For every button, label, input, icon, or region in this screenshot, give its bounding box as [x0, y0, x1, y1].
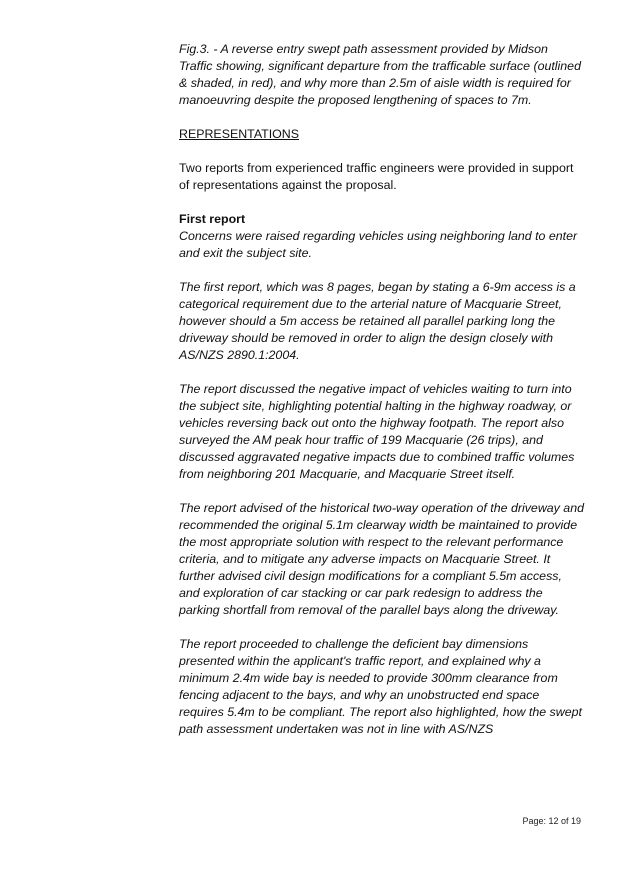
report-paragraph: Concerns were raised regarding vehicles using neighboring land to enter and exit the subject site. [179, 229, 578, 260]
report-paragraph: The report discussed the negative impact of vehicles waiting to turn into the subject site, highlighting potential halting in the highway roadway, or vehicles reversing back out onto the highway footpath. The report also surveyed the AM peak hour traffic of 199 Macquarie (26 trips), and discussed aggravated negative impacts due to combined traffic volumes from neighboring 201 Macquarie, and Macquarie Street itself. [179, 382, 575, 481]
report-paragraph: The first report, which was 8 pages, began by stating a 6-9m access is a categorical requirement due to the arterial nature of Macquarie Street, however should a 5m access be retained all parallel parking long the driveway should be removed in order to align the design closely with AS/NZS 2890.1:2004. [179, 280, 576, 362]
page-body [179, 41, 584, 738]
report-paragraph: The report proceeded to challenge the deficient bay dimensions presented within the applicant's traffic report, and explained why a minimum 2.4m wide bay is needed to provide 300mm clearance from fencing adjacent to the bays, and why an unobstructed end space requires 5.4m to be compliant. The report also highlighted, how the swept path assessment undertaken was not in line with AS/NZS [179, 637, 582, 736]
first-report-heading: First report [179, 212, 246, 226]
report-paragraph: The report advised of the historical two-way operation of the driveway and recommended the original 5.1m clearway width be maintained to provide the most appropriate solution with respect to the relevant performance criteria, and to mitigate any adverse impacts on Macquarie Street. It further advised civil design modifications for a compliant 5.5m access, and exploration of car stacking or car park redesign to address the parking shortfall from removal of the parallel bays along the driveway. [179, 501, 584, 617]
figure-caption: Fig.3. - A reverse entry swept path assessment provided by Midson Traffic showing, significant departure from the trafficable surface (outlined & shaded, in red), and why more than 2.5m of aisle width is required for manoeuvring despite the proposed lengthening of spaces to 7m. [179, 42, 581, 107]
page-number: Page: 12 of 19 [522, 816, 581, 826]
intro-paragraph: Two reports from experienced traffic engineers were provided in support of representations against the proposal. [179, 161, 574, 192]
section-heading: REPRESENTATIONS [179, 127, 300, 141]
